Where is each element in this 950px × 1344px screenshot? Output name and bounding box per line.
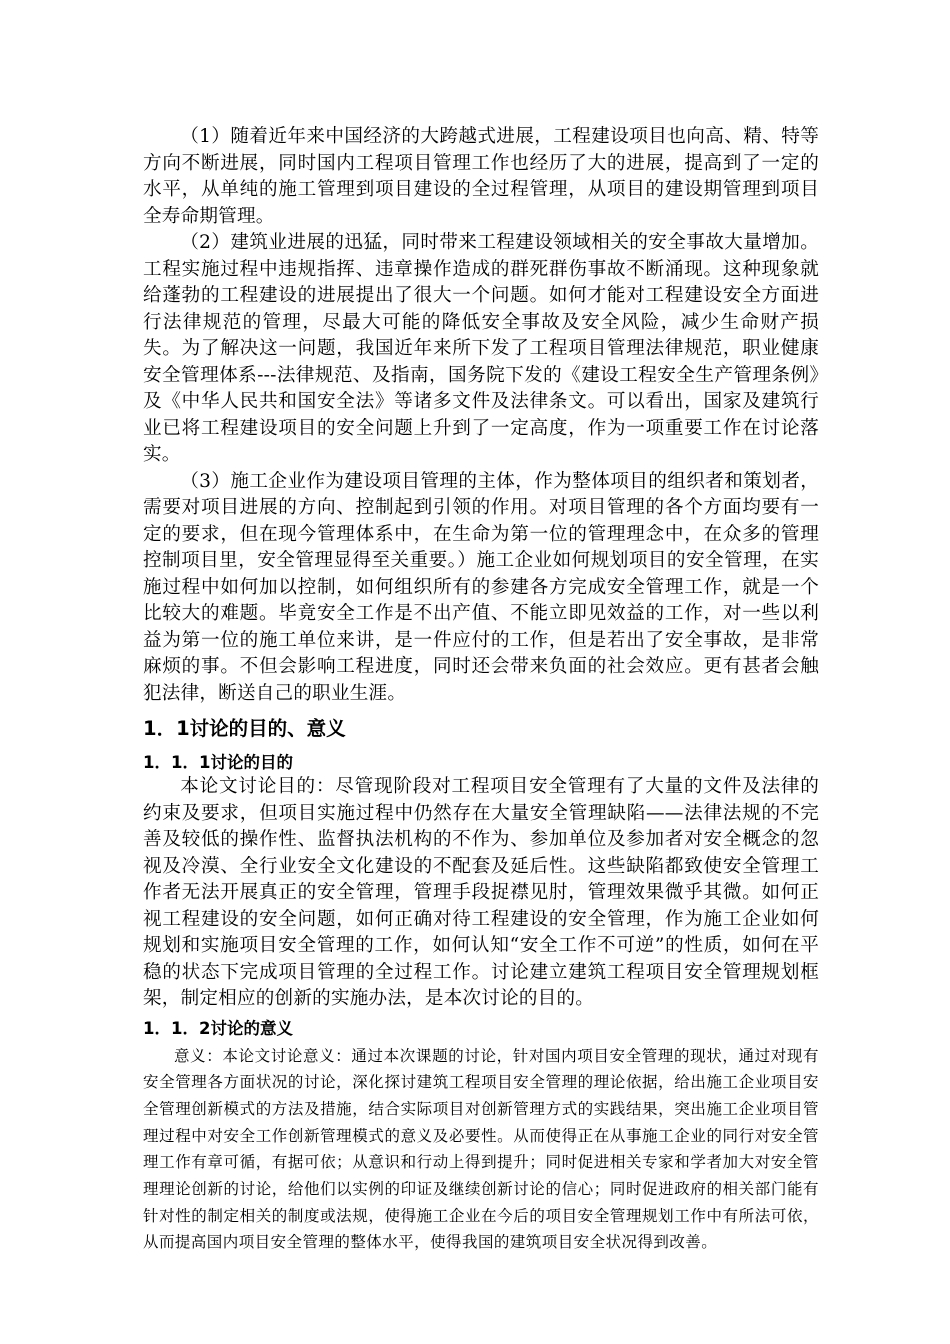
subsection-heading-1-1-1: 1．1．1讨论的目的 — [143, 753, 293, 772]
paragraph-1: （1）随着近年来中国经济的大跨越式进展，工程建设项目也向高、精、特等方向不断进展，同时国内工程项目管理工作也经历了大的进展，提高到了一定的水平，从单纯的施工管理到项目建设的全过程管理，从项目的建设期管理到项目全寿命期管理。 — [143, 126, 819, 227]
paragraph-purpose: 本论文讨论目的：尽管现阶段对工程项目安全管理有了大量的文件及法律的约束及要求，但项目实施过程中仍然存在大量安全管理缺陷——法律法规的不完善及较低的操作性、监督执法机构的不作为、参加单位及参加者对安全概念的忽视及冷漠、全行业安全文化建设的不配套及延后性。这些缺陷都致使安全管理工作者无法开展真正的安全管理，管理手段捉襟见肘，管理效果微乎其微。如何正视工程建设的安全问题，如何正确对待工程建设的安全管理，作为施工企业如何规划和实施项目安全管理的工作，如何认知“安全工作不可逆”的性质，如何在平稳的状态下完成项目管理的全过程工作。讨论建立建筑工程项目安全管理规划框架，制定相应的创新的实施办法，是本次讨论的目的。 — [143, 776, 819, 1009]
paragraph-2: （2）建筑业进展的迅猛，同时带来工程建设领域相关的安全事故大量增加。工程实施过程中违规指挥、违章操作造成的群死群伤事故不断涌现。这种现象就给蓬勃的工程建设的进展提出了很大一个问题。如何才能对工程建设安全方面进行法律规范的管理，尽最大可能的降低安全事故及安全风险，减少生命财产损失。为了解决这一问题，我国近年来所下发了工程项目管理法律规范，职业健康安全管理体系---法律规范、及指南，国务院下发的《建设工程安全生产管理条例》及《中华人民共和国安全法》等诸多文件及法律条文。可以看出，国家及建筑行业已将工程建设项目的安全问题上升到了一定高度，作为一项重要工作在讨论落实。 — [143, 232, 819, 465]
section-heading-1-1: 1．1讨论的目的、意义 — [143, 717, 346, 740]
subsection-heading-1-1-2: 1．1．2讨论的意义 — [143, 1018, 293, 1038]
paragraph-significance: 意义：本论文讨论意义：通过本次课题的讨论，针对国内项目安全管理的现状，通过对现有安全管理各方面状况的讨论，深化探讨建筑工程项目安全管理的理论依据，给出施工企业项目安全管理创新模式的方法及措施，结合实际项目对创新管理方式的实践结果，突出施工企业项目管理过程中对安全工作创新管理模式的意义及必要性。从而使得正在从事施工企业的同行对安全管理工作有章可循，有据可依；从意识和行动上得到提升；同时促进相关专家和学者加大对安全管理理论创新的讨论，给他们以实例的印证及继续创新讨论的信心；同时促进政府的相关部门能有针对性的制定相关的制度或法规，使得施工企业在今后的项目安全管理规划工作中有所法可依，从而提高国内项目安全管理的整体水平，使得我国的建筑项目安全状况得到改善。 — [143, 1046, 819, 1252]
page-content — [143, 124, 819, 1256]
paragraph-3: （3）施工企业作为建设项目管理的主体，作为整体项目的组织者和策划者，需要对项目进展的方向、控制起到引领的作用。对项目管理的各个方面均要有一定的要求，但在现今管理体系中，在生命为第一位的管理理念中，在众多的管理控制项目里，安全管理显得至关重要。）施工企业如何规划项目的安全管理，在实施过程中如何加以控制，如何组织所有的参建各方完成安全管理工作，就是一个比较大的难题。毕竟安全工作是不出产值、不能立即见效益的工作，对一些以利益为第一位的施工单位来讲，是一件应付的工作，但是若出了安全事故，是非常麻烦的事。不但会影响工程进度，同时还会带来负面的社会效应。更有甚者会触犯法律，断送自己的职业生涯。 — [143, 470, 819, 704]
